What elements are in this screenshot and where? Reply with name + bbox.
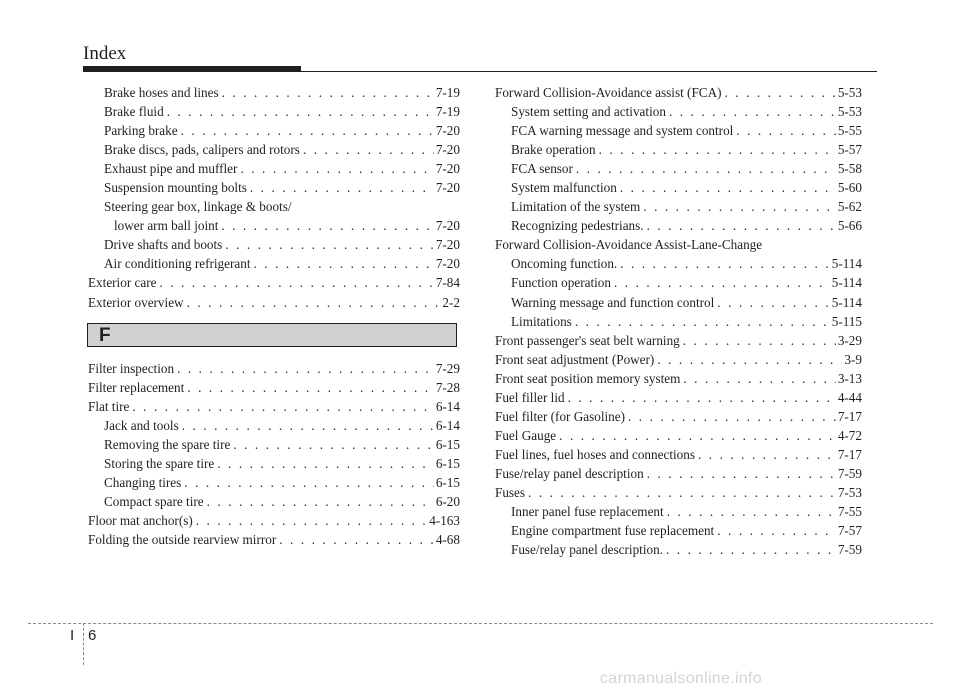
watermark: carmanualsonline.info — [600, 670, 762, 687]
index-entry — [495, 312, 862, 331]
entry-text: FCA sensor — [511, 161, 573, 177]
entry-page: 7-17 — [837, 446, 862, 462]
entry-page: 5-53 — [837, 104, 862, 120]
entry-text: Fuse/relay panel description. — [511, 542, 663, 558]
dot-leader — [657, 350, 842, 369]
index-entry — [88, 159, 460, 178]
footer-page-number: 6 — [88, 627, 97, 644]
index-entry — [88, 254, 460, 273]
index-entry — [88, 235, 460, 254]
entry-page: 5-57 — [837, 142, 862, 158]
dot-leader — [559, 426, 836, 445]
dot-leader — [568, 388, 836, 407]
dot-leader — [666, 540, 836, 559]
index-left-column — [88, 83, 460, 549]
dot-leader — [177, 359, 434, 378]
dot-leader — [196, 511, 427, 530]
index-entry — [88, 397, 460, 416]
entry-page: 5-62 — [837, 199, 862, 215]
dot-leader — [669, 102, 836, 121]
index-entry — [88, 473, 460, 492]
index-entry — [495, 216, 862, 235]
dot-leader — [240, 159, 433, 178]
entry-page: 7-20 — [435, 142, 460, 158]
entry-text: Front seat adjustment (Power) — [495, 351, 655, 367]
dot-leader — [576, 159, 836, 178]
entry-page: 4-44 — [837, 389, 862, 405]
footer-divider — [28, 623, 933, 624]
entry-text: Recognizing pedestrians. — [511, 218, 644, 234]
dot-leader — [132, 397, 433, 416]
entry-page: 7-20 — [435, 256, 460, 272]
index-entry: Forward Collision-Avoidance Assist-Lane-Change — [495, 237, 763, 253]
index-entry — [495, 502, 862, 521]
entry-page: 7-17 — [837, 408, 862, 424]
index-entry — [495, 540, 862, 559]
index-entry — [88, 102, 460, 121]
entry-page: 7-20 — [435, 123, 460, 139]
entry-page: 5-114 — [831, 275, 862, 291]
dot-leader — [647, 216, 836, 235]
entry-page: 5-115 — [831, 313, 862, 329]
entry-text: Fuel Gauge — [495, 427, 557, 443]
dot-leader — [207, 492, 434, 511]
entry-text: Forward Collision-Avoidance assist (FCA) — [495, 85, 722, 100]
index-right-column — [495, 83, 862, 559]
entry-text: Exterior overview — [88, 294, 184, 310]
entry-page: 2-2 — [442, 294, 460, 310]
dot-leader — [159, 273, 433, 292]
index-entry — [495, 273, 862, 292]
dot-leader — [253, 254, 433, 273]
dot-leader — [217, 454, 434, 473]
entry-page: 7-28 — [435, 379, 460, 395]
entry-page: 7-53 — [837, 484, 862, 500]
entry-text: Brake discs, pads, calipers and rotors — [104, 142, 300, 158]
entry-page: 7-19 — [435, 85, 460, 100]
entry-page: 7-29 — [435, 360, 460, 376]
entry-text: Fuse/relay panel description — [495, 465, 644, 481]
index-entry — [495, 483, 862, 502]
entry-text: Jack and tools — [104, 417, 179, 433]
dot-leader — [181, 121, 434, 140]
dot-leader — [599, 140, 836, 159]
entry-page: 7-19 — [435, 104, 460, 120]
entry-page: 5-60 — [837, 180, 862, 196]
entry-page: 6-15 — [435, 436, 460, 452]
index-entry — [495, 331, 862, 350]
entry-page: 5-114 — [831, 256, 862, 272]
index-entry — [495, 521, 862, 540]
dot-leader — [725, 83, 836, 102]
entry-page: 7-20 — [435, 218, 460, 234]
section-letter: F — [99, 324, 111, 346]
index-entry — [88, 140, 460, 159]
dot-leader — [221, 216, 433, 235]
index-entry — [495, 121, 862, 140]
entry-page: 6-14 — [435, 417, 460, 433]
entry-page: 3-13 — [837, 370, 862, 386]
dot-leader — [667, 502, 836, 521]
index-entry — [495, 369, 862, 388]
index-entry — [88, 293, 460, 312]
index-entry — [495, 83, 862, 102]
entry-page: 4-163 — [429, 512, 460, 528]
dot-leader — [167, 102, 434, 121]
entry-text: Limitations — [511, 313, 572, 329]
dot-leader — [222, 83, 434, 102]
entry-page: 6-15 — [435, 455, 460, 471]
entry-text: Compact spare tire — [104, 493, 204, 509]
entry-text: Changing tires — [104, 474, 182, 490]
index-entry — [88, 530, 460, 549]
header-thin-rule — [83, 71, 877, 72]
entry-text: Front passenger's seat belt warning — [495, 332, 680, 348]
entry-text: System malfunction — [511, 180, 617, 196]
dot-leader — [187, 293, 441, 312]
dot-leader — [182, 416, 434, 435]
dot-leader — [683, 331, 836, 350]
entry-text: Removing the spare tire — [104, 436, 231, 452]
dot-leader — [250, 178, 434, 197]
entry-text: Function operation — [511, 275, 611, 291]
index-entry — [88, 435, 460, 454]
index-entry — [495, 426, 862, 445]
entry-text: System setting and activation — [511, 104, 666, 120]
index-entry — [495, 350, 862, 369]
entry-text: lower arm ball joint — [114, 218, 219, 234]
index-entry — [88, 178, 460, 197]
dot-leader — [303, 140, 434, 159]
entry-text: Exterior care — [88, 275, 157, 291]
index-entry — [88, 216, 460, 235]
index-entry — [88, 492, 460, 511]
dot-leader — [225, 235, 434, 254]
entry-text: Brake hoses and lines — [104, 85, 219, 100]
index-entry — [495, 445, 862, 464]
dot-leader — [575, 312, 830, 331]
entry-text: Folding the outside rearview mirror — [88, 531, 277, 547]
entry-page: 7-59 — [837, 465, 862, 481]
entry-page: 5-114 — [831, 294, 862, 310]
entry-page: 3-9 — [844, 351, 862, 367]
dot-leader — [717, 293, 829, 312]
dot-leader — [528, 483, 836, 502]
entry-page: 7-57 — [837, 523, 862, 539]
footer-section-label: I — [70, 627, 75, 644]
dot-leader — [736, 121, 835, 140]
index-entry — [88, 454, 460, 473]
entry-page: 5-55 — [837, 123, 862, 139]
index-entry — [495, 102, 862, 121]
index-entry — [495, 464, 862, 483]
entry-text: Front seat position memory system — [495, 370, 681, 386]
entry-page: 7-84 — [435, 275, 460, 291]
index-entry — [88, 416, 460, 435]
entry-page: 7-59 — [837, 542, 862, 558]
index-entry — [88, 121, 460, 140]
entry-text: Filter replacement — [88, 379, 185, 395]
index-entry — [495, 407, 862, 426]
dot-leader — [620, 254, 830, 273]
entry-text: Suspension mounting bolts — [104, 180, 247, 196]
dot-leader — [184, 473, 434, 492]
entry-page: 4-72 — [837, 427, 862, 443]
dot-leader — [187, 378, 434, 397]
index-entry — [495, 197, 862, 216]
entry-page: 5-66 — [837, 218, 862, 234]
entry-text: Storing the spare tire — [104, 455, 215, 471]
index-entry — [88, 83, 460, 102]
index-entry — [495, 293, 862, 312]
entry-text: FCA warning message and system control — [511, 123, 734, 139]
entry-text: Fuel filter (for Gasoline) — [495, 408, 626, 424]
entry-text: Floor mat anchor(s) — [88, 512, 193, 528]
dot-leader — [698, 445, 836, 464]
entry-page: 3-29 — [837, 332, 862, 348]
entry-text: Exhaust pipe and muffler — [104, 161, 238, 177]
dot-leader — [647, 464, 836, 483]
entry-text: Limitation of the system — [511, 199, 641, 215]
index-entry — [88, 359, 460, 378]
entry-text: Fuel lines, fuel hoses and connections — [495, 446, 695, 462]
section-header-f — [87, 323, 457, 347]
entry-text: Fuses — [495, 484, 526, 500]
dot-leader — [643, 197, 836, 216]
index-entry — [495, 254, 862, 273]
entry-text: Oncoming function. — [511, 256, 618, 272]
index-entry — [88, 378, 460, 397]
index-entry — [495, 140, 862, 159]
index-entry — [495, 159, 862, 178]
entry-text: Flat tire — [88, 398, 130, 414]
footer-vertical-divider — [83, 623, 84, 665]
dot-leader — [620, 178, 836, 197]
index-entry: Steering gear box, linkage & boots/ — [104, 199, 292, 215]
entry-page: 7-55 — [837, 504, 862, 520]
dot-leader — [683, 369, 835, 388]
dot-leader — [233, 435, 433, 454]
entry-text: Brake fluid — [104, 104, 164, 120]
index-entry — [495, 178, 862, 197]
entry-page: 7-20 — [435, 180, 460, 196]
entry-page: 6-14 — [435, 398, 460, 414]
entry-text: Drive shafts and boots — [104, 237, 223, 253]
dot-leader — [279, 530, 434, 549]
entry-page: 7-20 — [435, 237, 460, 253]
page-title: Index — [83, 43, 127, 64]
entry-page: 4-68 — [435, 531, 460, 547]
dot-leader — [628, 407, 836, 426]
entry-page: 5-53 — [837, 85, 862, 100]
dot-leader — [717, 521, 836, 540]
entry-page: 6-20 — [435, 493, 460, 509]
entry-text: Inner panel fuse replacement — [511, 504, 664, 520]
entry-text: Parking brake — [104, 123, 178, 139]
entry-text: Fuel filler lid — [495, 389, 565, 405]
dot-leader — [614, 273, 830, 292]
entry-page: 5-58 — [837, 161, 862, 177]
entry-text: Filter inspection — [88, 360, 175, 376]
index-entry — [88, 273, 460, 292]
entry-page: 6-15 — [435, 474, 460, 490]
index-entry — [495, 388, 862, 407]
index-entry — [88, 511, 460, 530]
entry-text: Warning message and function control — [511, 294, 715, 310]
entry-text: Air conditioning refrigerant — [104, 256, 251, 272]
entry-page: 7-20 — [435, 161, 460, 177]
entry-text: Brake operation — [511, 142, 596, 158]
entry-text: Engine compartment fuse replacement — [511, 523, 715, 539]
